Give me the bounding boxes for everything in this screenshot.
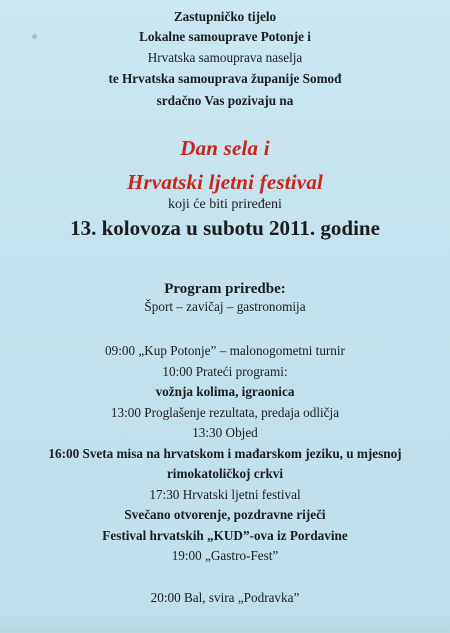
program-item: 09:00 „Kup Potonje” – malonogometni turnir [105, 343, 345, 358]
header-line-4: te Hrvatska samouprava županije Somođ [108, 71, 342, 86]
header-line-3: Hrvatska samouprava naselja [147, 50, 303, 65]
closing-line: 20:00 Bal, svira „Podravka” [150, 590, 300, 605]
event-subtitle: koji će biti priređeni [168, 197, 282, 212]
program-item: 16:00 Sveta misa na hrvatskom i mađarskom jeziku, u mjesnoj [48, 446, 402, 461]
program-item: 13:30 Objed [192, 425, 258, 440]
program-item: Svečano otvorenje, pozdravne riječi [124, 507, 326, 522]
paper-edge-shadow [0, 611, 450, 633]
program-item: Festival hrvatskih „KUD”-ova iz Pordavine [102, 528, 348, 543]
invite-line: srdačno Vas pozivaju na [156, 93, 294, 108]
program-item: 13:00 Proglašenje rezultata, predaja odličja [110, 405, 340, 420]
program-item: 19:00 „Gastro-Fest” [171, 548, 279, 563]
program-heading: Program priredbe: [164, 281, 286, 297]
event-title-1: Dan sela i [180, 136, 270, 160]
program-item: vožnja kolima, igraonica [155, 384, 295, 399]
event-title-2: Hrvatski ljetni festival [126, 170, 324, 194]
header-line-2: Lokalne samouprave Potonje i [139, 29, 311, 44]
event-date: 13. kolovoza u subotu 2011. godine [70, 216, 380, 240]
header-line-1: Zastupničko tijelo [173, 9, 277, 24]
program-item: 17:30 Hrvatski ljetni festival [149, 487, 301, 502]
program-theme: Šport – zavičaj – gastronomija [144, 299, 306, 314]
program-item: rimokatoličkoj crkvi [166, 466, 284, 481]
program-item: 10:00 Prateći programi: [162, 364, 288, 379]
